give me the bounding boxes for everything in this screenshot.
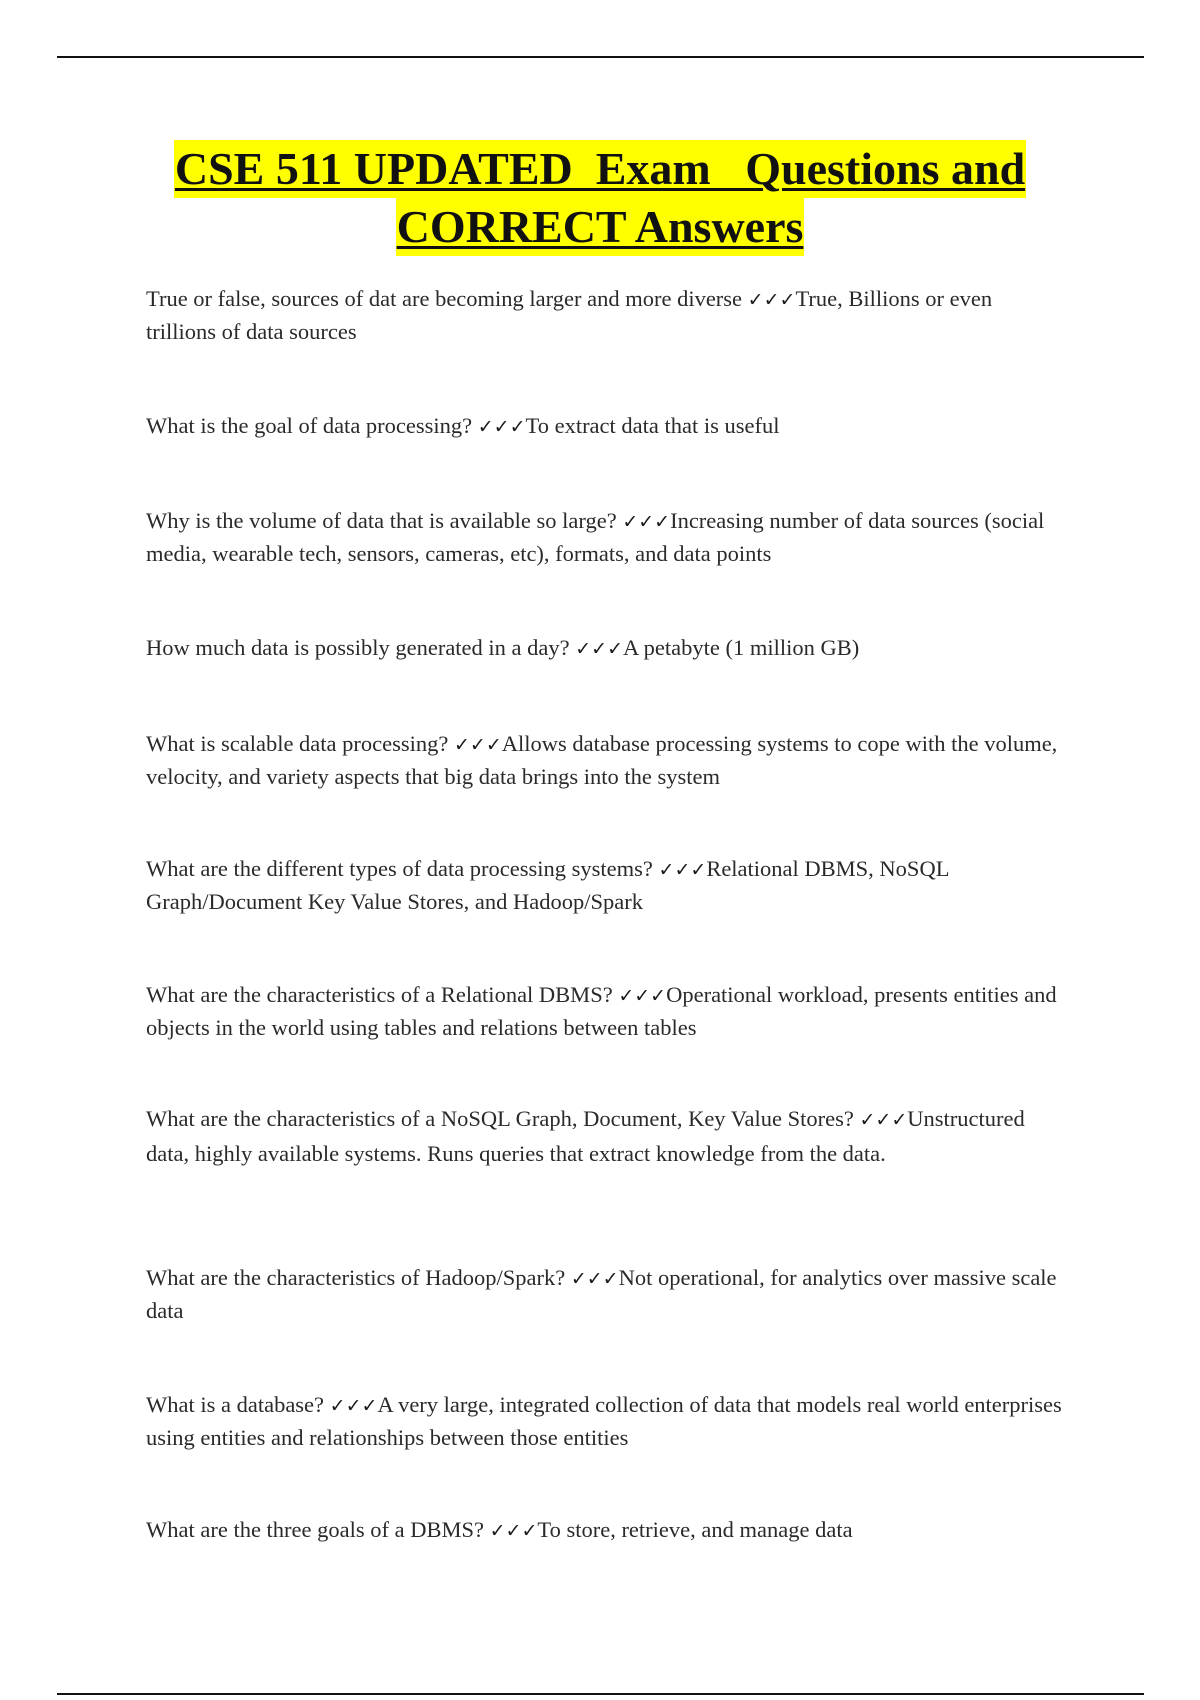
qa-item-6 — [146, 853, 1066, 917]
qa-item-11 — [146, 1514, 1066, 1547]
bottom-rule — [57, 1693, 1144, 1695]
qa-item-4 — [146, 632, 1066, 665]
answer-text: Allows database processing systems to cope with the volume, velocity, and variety aspects that big data brings into the system — [146, 731, 1058, 789]
question-text: What is the goal of data processing? — [146, 413, 478, 438]
question-text: What is scalable data processing? — [146, 731, 455, 756]
answer-text: True, Billions or even trillions of data sources — [146, 286, 993, 344]
question-text: What are the three goals of a DBMS? — [146, 1517, 490, 1542]
qa-item-9 — [146, 1262, 1066, 1326]
answer-text: To extract data that is useful — [525, 413, 780, 438]
answer-text: Unstructured data, highly available systems. Runs queries that extract knowledge from the data. — [146, 1106, 1025, 1166]
question-text: What are the characteristics of Hadoop/Spark? — [146, 1265, 571, 1290]
page-title — [0, 140, 1200, 256]
check-marks-icon: ✓✓✓ — [618, 985, 667, 1007]
top-rule — [57, 56, 1144, 58]
qa-item-5 — [146, 728, 1066, 792]
answer-text: Operational workload, presents entities and objects in the world using tables and relations between tables — [146, 982, 1057, 1040]
qa-item-1 — [146, 283, 1066, 347]
check-marks-icon: ✓✓✓ — [454, 734, 502, 756]
question-text: What is a database? — [146, 1392, 330, 1417]
check-marks-icon: ✓✓✓ — [489, 1520, 538, 1542]
title-line-1: CSE 511 UPDATED Exam Questions and — [174, 140, 1026, 198]
question-text: Why is the volume of data that is available so large? — [146, 508, 623, 533]
qa-item-10 — [146, 1389, 1066, 1453]
answer-text: To store, retrieve, and manage data — [537, 1517, 853, 1542]
check-marks-icon: ✓✓✓ — [859, 1109, 908, 1131]
question-text: True or false, sources of dat are becoming larger and more diverse — [146, 286, 748, 311]
qa-item-7 — [146, 979, 1066, 1043]
check-marks-icon: ✓✓✓ — [477, 416, 526, 438]
check-marks-icon: ✓✓✓ — [622, 511, 671, 533]
check-marks-icon: ✓✓✓ — [575, 638, 624, 660]
check-marks-icon: ✓✓✓ — [329, 1395, 378, 1417]
check-marks-icon: ✓✓✓ — [658, 859, 707, 881]
title-line-2: CORRECT Answers — [396, 198, 805, 256]
question-text: What are the characteristics of a NoSQL Graph, Document, Key Value Stores? — [146, 1106, 860, 1131]
answer-text: Increasing number of data sources (social media, wearable tech, sensors, cameras, etc), formats, and data points — [146, 508, 1045, 566]
answer-text: Not operational, for analytics over massive scale data — [146, 1265, 1057, 1323]
question-text: How much data is possibly generated in a day? — [146, 635, 576, 660]
qa-item-8 — [146, 1102, 1066, 1170]
answer-text: A very large, integrated collection of data that models real world enterprises using entities and relationships between those entities — [146, 1392, 1062, 1450]
qa-item-2 — [146, 410, 1066, 443]
answer-text: Relational DBMS, NoSQL Graph/Document Key Value Stores, and Hadoop/Spark — [146, 856, 949, 914]
answer-text: A petabyte (1 million GB) — [623, 635, 860, 660]
check-marks-icon: ✓✓✓ — [570, 1268, 619, 1290]
question-text: What are the characteristics of a Relational DBMS? — [146, 982, 619, 1007]
qa-item-3 — [146, 505, 1066, 569]
check-marks-icon: ✓✓✓ — [747, 289, 796, 311]
question-text: What are the different types of data processing systems? — [146, 856, 659, 881]
